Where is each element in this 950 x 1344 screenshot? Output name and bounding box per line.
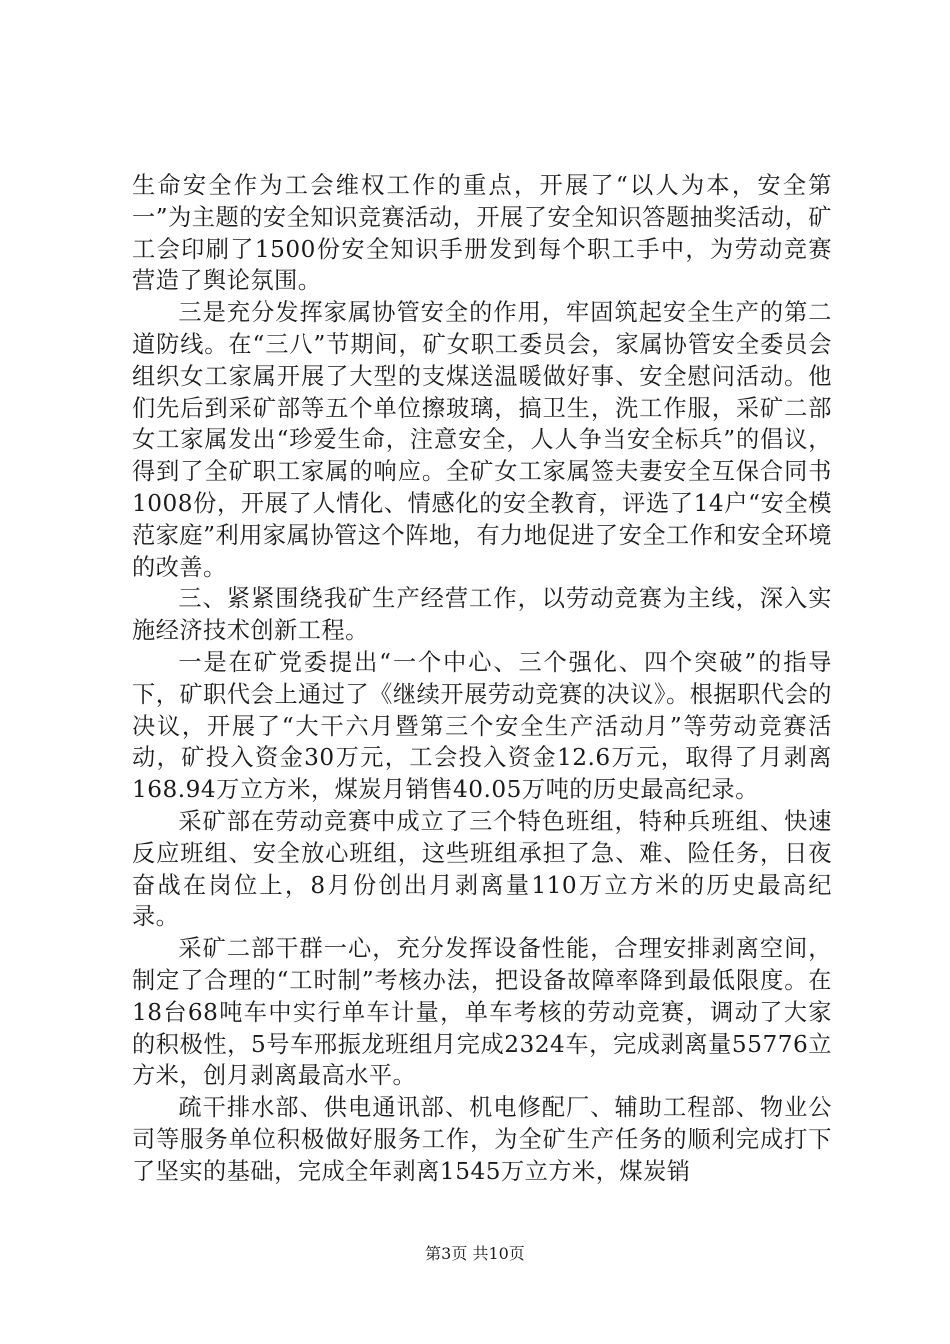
paragraph-7: 疏干排水部、供电通讯部、机电修配厂、辅助工程部、物业公司等服务单位积极做好服务工作，为全矿生产任务的顺利完成打下了坚实的基础，完成全年剥离1545万立方米，煤炭销 [132, 1094, 832, 1185]
page-footer: 第3页 共10页 [425, 1244, 525, 1263]
paragraph-5: 采矿部在劳动竞赛中成立了三个特色班组，特种兵班组、快速反应班组、安全放心班组，这些班组承担了急、难、险任务，日夜奋战在岗位上，8月份创出月剥离量110万立方米的历史最高纪录。 [132, 807, 832, 931]
paragraph-1: 生命安全作为工会维权工作的重点，开展了“以人为本，安全第一”为主题的安全知识竞赛活动，开展了安全知识答题抽奖活动，矿工会印刷了1500份安全知识手册发到每个职工手中，为劳动竞赛营造了舆论氛围。 [132, 172, 832, 295]
paragraph-4: 一是在矿党委提出“一个中心、三个强化、四个突破”的指导下，矿职代会上通过了《继续开展劳动竞赛的决议》。根据职代会的决议，开展了“大干六月暨第三个安全生产活动月”等劳动竞赛活动，矿投入资金30万元，工会投入资金12.6万元，取得了月剥离168.94万立方米，煤炭月销售40.05万吨的历史最高纪录。 [132, 648, 832, 804]
paragraph-6: 采矿二部干群一心，充分发挥设备性能，合理安排剥离空间，制定了合理的“工时制”考核办法，把设备故障率降到最低限度。在18台68吨车中实行单车计量，单车考核的劳动竞赛，调动了大家的积极性，5号车邢振龙班组月完成2324车，完成剥离量55776立方米，创月剥离最高水平。 [132, 935, 832, 1090]
document-body [132, 170, 832, 1188]
paragraph-2: 三是充分发挥家属协管安全的作用，牢固筑起安全生产的第二道防线。在“三八”节期间，矿女职工委员会，家属协管安全委员会组织女工家属开展了大型的支煤送温暖做好事、安全慰问活动。他们先后到采矿部等五个单位擦玻璃，搞卫生，洗工作服，采矿二部女工家属发出“珍爱生命，注意安全，人人争当安全标兵”的倡议，得到了全矿职工家属的响应。全矿女工家属签夫妻安全互保合同书1008份，开展了人情化、情感化的安全教育，评选了14户“安全模范家庭”利用家属协管这个阵地，有力地促进了安全工作和安全环境的改善。 [132, 299, 832, 581]
paragraph-3: 三、紧紧围绕我矿生产经营工作，以劳动竞赛为主线，深入实施经济技术创新工程。 [132, 585, 832, 645]
